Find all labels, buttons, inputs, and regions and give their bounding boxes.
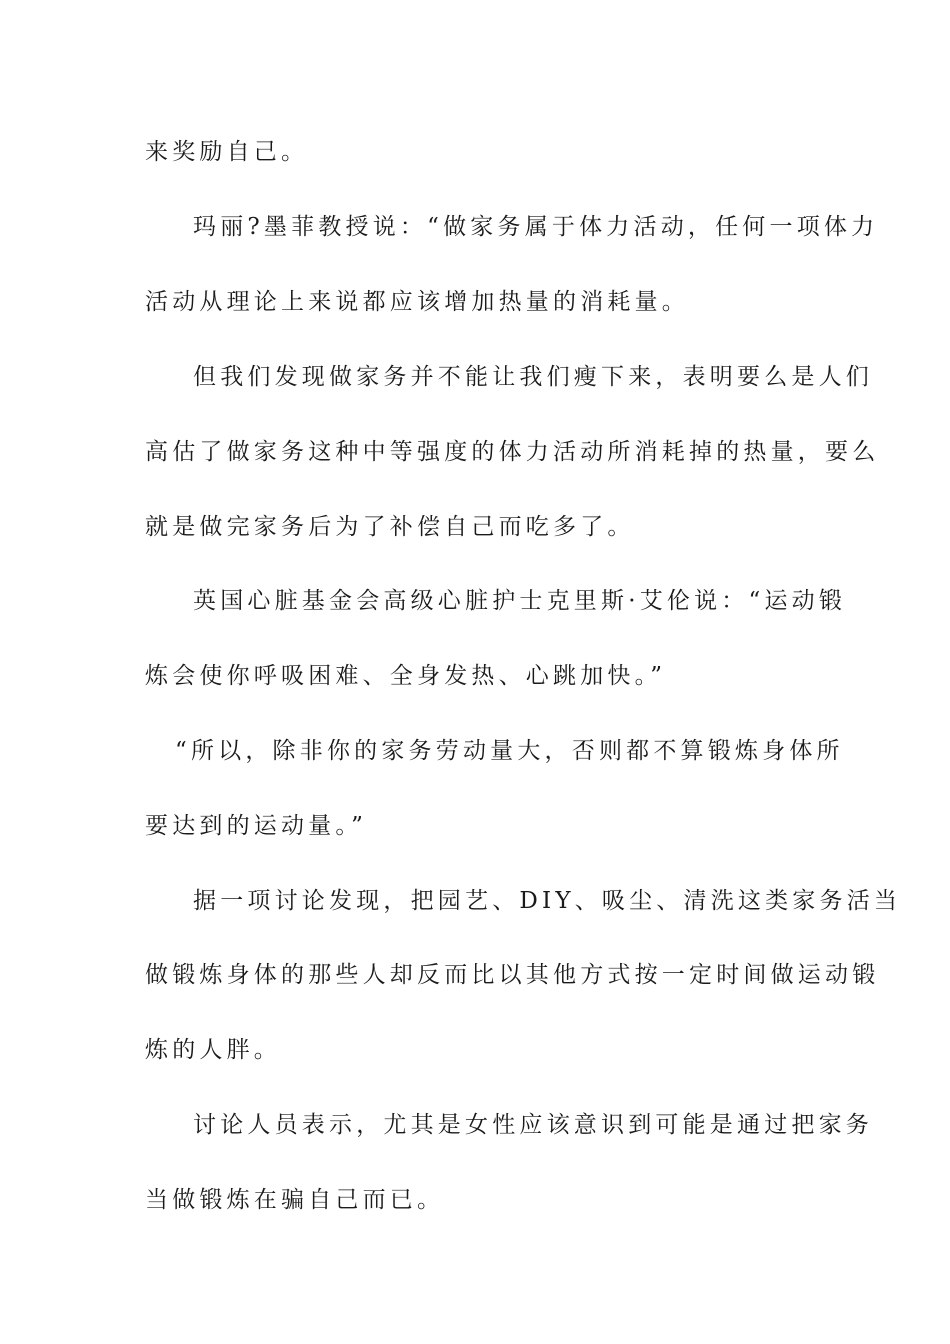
text-line: 英国心脏基金会高级心脏护士克里斯·艾伦说：“运动锻 — [193, 588, 847, 614]
text-line: 炼会使你呼吸困难、全身发热、心跳加快。” — [145, 663, 667, 689]
text-line: 但我们发现做家务并不能让我们瘦下来，表明要么是人们 — [193, 364, 873, 390]
text-line: 就是做完家务后为了补偿自己而吃多了。 — [145, 514, 635, 540]
text-line: 高估了做家务这种中等强度的体力活动所消耗掉的热量，要么 — [145, 439, 880, 465]
text-line: 玛丽?墨菲教授说：“做家务属于体力活动，任何一项体力 — [193, 214, 879, 240]
text-line: 活动从理论上来说都应该增加热量的消耗量。 — [145, 289, 689, 315]
text-line: 要达到的运动量。” — [145, 813, 368, 839]
text-line: 据一项讨论发现，把园艺、DIY、吸尘、清洗这类家务活当 — [193, 888, 902, 914]
text-line: 讨论人员表示，尤其是女性应该意识到可能是通过把家务 — [193, 1112, 873, 1138]
text-line: 来奖励自己。 — [145, 139, 309, 165]
text-line: 炼的人胖。 — [145, 1037, 281, 1063]
text-line: 做锻炼身体的那些人却反而比以其他方式按一定时间做运动锻 — [145, 962, 880, 988]
text-line: “所以，除非你的家务劳动量大，否则都不算锻炼身体所 — [175, 738, 844, 764]
text-line: 当做锻炼在骗自己而已。 — [145, 1187, 445, 1213]
